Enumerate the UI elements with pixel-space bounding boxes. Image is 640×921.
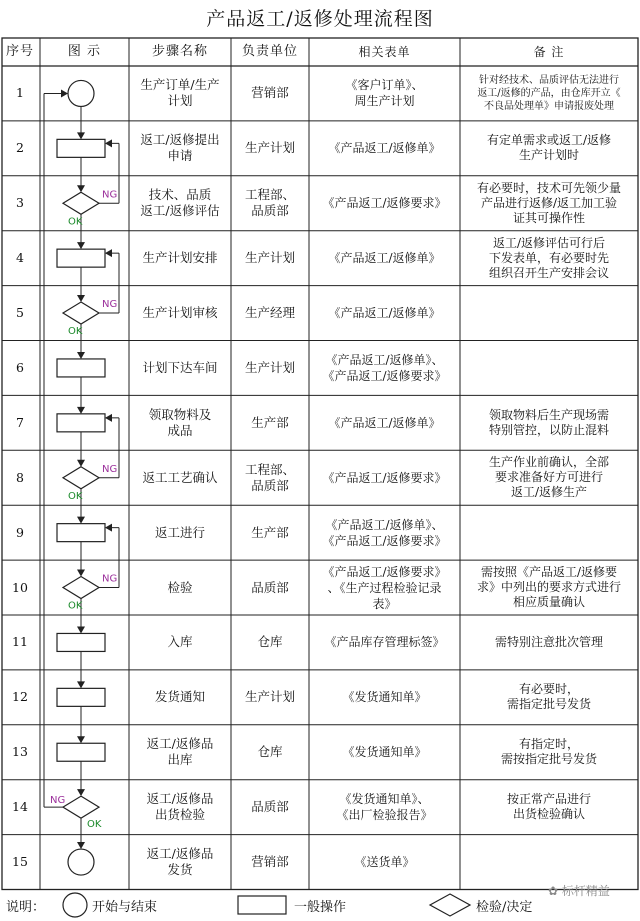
related-forms — [309, 341, 460, 396]
legend-diamond-icon — [430, 894, 470, 916]
header-no: 序号 — [5, 44, 34, 59]
remarks — [460, 780, 638, 835]
responsible-dept — [231, 341, 309, 396]
related-forms — [309, 780, 460, 835]
remarks-line: 按正常产品进行 — [506, 792, 591, 807]
step-name — [129, 176, 231, 231]
step-name — [129, 341, 231, 396]
row-number — [0, 121, 40, 176]
responsible-dept — [231, 450, 309, 505]
legend-circle-text: 开始与结束 — [92, 900, 158, 915]
related-forms-line: 《产品返工/返修单》、 — [325, 517, 444, 532]
responsible-dept — [231, 560, 309, 615]
responsible-dept-line: 生产计划 — [244, 250, 295, 266]
row-number-line: 11 — [12, 634, 28, 650]
row-number — [0, 835, 40, 890]
remarks-line: 需特别注意批次管理 — [494, 634, 603, 649]
related-forms-line: 《产品返工/返修要求》 — [322, 470, 447, 485]
remarks-line: 产品进行返修/返工加工验 — [480, 195, 618, 210]
row-number — [0, 395, 40, 450]
step-name-line: 返工/返修品 — [146, 791, 214, 807]
row-number — [0, 505, 40, 560]
step-name-line: 返工进行 — [154, 524, 205, 540]
remarks-line: 需按照《产品返工/返修要 — [480, 565, 618, 580]
remarks-line: 特别管控，以防止混料 — [488, 422, 609, 437]
remarks-line: 求》中列出的要求方式进行 — [476, 580, 621, 595]
remarks-line: 返工/返修的产品，由仓库开立《 — [477, 87, 621, 99]
remarks-line: 组织召开生产安排会议 — [488, 265, 609, 280]
related-forms — [309, 560, 460, 615]
responsible-dept-line: 生产部 — [251, 414, 289, 430]
remarks-line: 有必要时，技术可先领少量 — [476, 180, 621, 195]
responsible-dept — [231, 725, 309, 780]
remarks-line: 领取物料后生产现场需 — [488, 407, 609, 422]
step-name-line: 返工/返修品 — [146, 736, 214, 752]
remarks-line: 有指定时， — [518, 737, 579, 752]
related-forms-line: 《产品返工/返修单》 — [328, 251, 441, 266]
related-forms-line: 周生产计划 — [354, 94, 415, 109]
step-name-line: 技术、品质 — [148, 187, 212, 203]
responsible-dept — [231, 780, 309, 835]
remarks — [460, 286, 638, 341]
row-number-line: 3 — [16, 195, 24, 211]
related-forms-line: 表》 — [372, 596, 397, 611]
step-name — [129, 286, 231, 341]
related-forms-line: 《出厂检验报告》 — [336, 808, 433, 823]
remarks-line: 需指定批号发货 — [506, 697, 591, 712]
related-forms — [309, 395, 460, 450]
operation-box — [57, 524, 105, 542]
responsible-dept — [231, 395, 309, 450]
step-name-line: 返工/返修评估 — [140, 203, 220, 219]
watermark-icon: ✿ — [548, 884, 559, 898]
responsible-dept-line: 生产经理 — [244, 305, 295, 321]
decision-diamond — [63, 192, 99, 214]
row-number — [0, 670, 40, 725]
responsible-dept — [231, 231, 309, 286]
step-name-line: 出货检验 — [154, 807, 205, 823]
ok-label: OK — [87, 819, 102, 831]
row-number-line: 9 — [16, 524, 24, 540]
operation-box — [57, 743, 105, 761]
remarks — [460, 505, 638, 560]
step-name-line: 计划下达车间 — [142, 359, 218, 375]
responsible-dept-line: 品质部 — [251, 799, 289, 815]
flow-arrow — [77, 352, 85, 359]
responsible-dept-line: 仓库 — [257, 634, 283, 650]
related-forms — [309, 505, 460, 560]
step-name — [129, 670, 231, 725]
row-number — [0, 450, 40, 505]
responsible-dept-line: 生产部 — [251, 524, 289, 540]
step-name-line: 入库 — [167, 634, 193, 650]
step-name-line: 返工工艺确认 — [142, 469, 218, 485]
related-forms-line: 《产品返工/返修要求》 — [322, 564, 447, 579]
remarks-line: 生产作业前确认，全部 — [488, 455, 609, 470]
operation-box — [57, 688, 105, 706]
flow-arrow — [77, 736, 85, 743]
remarks-line: 不良品处理单》申请报废处理 — [484, 100, 614, 112]
flow-arrow — [77, 789, 85, 796]
responsible-dept — [231, 505, 309, 560]
row-number — [0, 725, 40, 780]
step-name — [129, 835, 231, 890]
flow-arrow — [77, 242, 85, 249]
responsible-dept-line: 仓库 — [257, 744, 283, 760]
row-number-line: 1 — [16, 85, 24, 101]
related-forms — [309, 176, 460, 231]
related-forms-line: 《送货单》 — [354, 855, 415, 870]
remarks-line: 生产计划时 — [518, 148, 579, 163]
ng-loop-arrow — [105, 139, 112, 147]
related-forms — [309, 835, 460, 890]
responsible-dept — [231, 286, 309, 341]
related-forms — [309, 725, 460, 780]
related-forms-line: 《发货通知单》 — [342, 745, 427, 760]
legend-circle-icon — [63, 893, 87, 917]
row-number — [0, 66, 40, 121]
remarks — [460, 121, 638, 176]
step-name-line: 发货通知 — [154, 689, 205, 705]
step-name-line: 生产计划安排 — [142, 250, 218, 266]
operation-box — [57, 359, 105, 377]
remarks-line: 返工/返修评估可行后 — [492, 235, 606, 250]
step-name — [129, 450, 231, 505]
related-forms — [309, 231, 460, 286]
flow-arrow — [77, 460, 85, 467]
row-number-line: 8 — [16, 469, 24, 485]
step-name — [129, 121, 231, 176]
remarks — [460, 395, 638, 450]
ng-label: NG — [102, 573, 118, 585]
legend-rect-icon — [238, 896, 286, 914]
flow-arrow — [77, 626, 85, 633]
step-name-line: 计划 — [167, 93, 193, 109]
step-name-line: 返工/返修提出 — [140, 132, 220, 148]
ok-label: OK — [68, 600, 83, 612]
row-number-line: 5 — [16, 305, 24, 321]
ng-label: NG — [102, 189, 118, 201]
ok-label: OK — [68, 216, 83, 228]
responsible-dept — [231, 835, 309, 890]
remarks — [460, 725, 638, 780]
decision-diamond — [63, 577, 99, 599]
row-number — [0, 176, 40, 231]
row-number-line: 7 — [16, 414, 24, 430]
related-forms-line: 《产品返工/返修单》 — [328, 141, 441, 156]
related-forms-line: 、《生产过程检验记录 — [327, 580, 442, 595]
related-forms-line: 《产品返工/返修要求》 — [322, 196, 447, 211]
flow-arrow — [77, 295, 85, 302]
responsible-dept-line: 营销部 — [251, 854, 289, 870]
row-number — [0, 560, 40, 615]
responsible-dept-line: 生产计划 — [244, 140, 295, 156]
ng-label: NG — [102, 299, 118, 311]
row-number — [0, 231, 40, 286]
related-forms-line: 《产品返工/返修要求》 — [322, 368, 447, 383]
flow-arrow — [77, 407, 85, 414]
row-number-line: 10 — [12, 579, 28, 595]
remarks-line: 出货检验确认 — [512, 807, 585, 822]
header-dept: 负责单位 — [241, 44, 298, 59]
related-forms — [309, 286, 460, 341]
responsible-dept — [231, 670, 309, 725]
remarks — [460, 450, 638, 505]
row-number-line: 15 — [12, 854, 28, 870]
remarks — [460, 231, 638, 286]
related-forms — [309, 450, 460, 505]
page-title: 产品返工/返修处理流程图 — [206, 8, 434, 30]
flow-arrow — [77, 132, 85, 139]
row-number-line: 4 — [16, 250, 24, 266]
responsible-dept-line: 品质部 — [251, 477, 289, 493]
related-forms-line: 《产品返工/返修单》 — [328, 415, 441, 430]
row-number-line: 14 — [12, 799, 28, 815]
related-forms-line: 《产品返工/返修要求》 — [322, 533, 447, 548]
responsible-dept — [231, 66, 309, 121]
start-end-circle — [68, 849, 94, 875]
flow-arrow — [77, 185, 85, 192]
flow-arrow — [77, 681, 85, 688]
header-step: 步骤名称 — [151, 44, 208, 59]
ng-label: NG — [50, 795, 66, 807]
ok-label: OK — [68, 326, 83, 338]
remarks — [460, 615, 638, 670]
related-forms-line: 《产品返工/返修单》、 — [325, 352, 444, 367]
flow-arrow — [77, 570, 85, 577]
remarks-line: 针对经技术、品质评估无法进行 — [479, 74, 619, 86]
step-name-line: 发货 — [167, 862, 193, 878]
step-name-line: 生产订单/生产 — [140, 77, 220, 93]
step-name — [129, 66, 231, 121]
operation-box — [57, 139, 105, 157]
decision-diamond — [63, 467, 99, 489]
flow-arrow — [77, 842, 85, 849]
responsible-dept-line: 营销部 — [251, 85, 289, 101]
ok-label: OK — [68, 490, 83, 502]
remarks-line: 相应质量确认 — [512, 595, 585, 610]
step-name — [129, 780, 231, 835]
operation-box — [57, 633, 105, 651]
related-forms-line: 《客户订单》、 — [345, 78, 424, 93]
decision-diamond — [63, 302, 99, 324]
legend-label: 说明： — [6, 900, 46, 915]
responsible-dept — [231, 121, 309, 176]
step-name-line: 领取物料及 — [148, 406, 212, 422]
remarks — [460, 670, 638, 725]
ng-label: NG — [102, 463, 118, 475]
remarks — [460, 341, 638, 396]
remarks-line: 证其可操作性 — [512, 210, 585, 225]
row-number — [0, 341, 40, 396]
responsible-dept-line: 生产计划 — [244, 689, 295, 705]
related-forms — [309, 670, 460, 725]
step-name — [129, 395, 231, 450]
step-name-line: 申请 — [167, 148, 193, 164]
decision-diamond — [63, 796, 99, 818]
header-forms: 相关表单 — [358, 45, 411, 59]
row-number — [0, 286, 40, 341]
step-name — [129, 560, 231, 615]
remarks-line: 需按指定批号发货 — [500, 752, 597, 767]
remarks-line: 要求准备好方可进行 — [494, 470, 603, 485]
operation-box — [57, 249, 105, 267]
flow-arrow — [77, 517, 85, 524]
related-forms — [309, 121, 460, 176]
row-number-line: 6 — [16, 359, 24, 375]
related-forms-line: 《发货通知单》 — [342, 690, 427, 705]
remarks-line: 有必要时， — [518, 682, 579, 697]
row-number-line: 12 — [12, 689, 28, 705]
operation-box — [57, 414, 105, 432]
responsible-dept-line: 品质部 — [251, 203, 289, 219]
responsible-dept-line: 工程部、 — [244, 187, 295, 203]
row-number-line: 2 — [16, 140, 24, 156]
related-forms — [309, 66, 460, 121]
remarks — [460, 66, 638, 121]
step-name-line: 返工/返修品 — [146, 846, 214, 862]
remarks-line: 返工/返修生产 — [510, 485, 588, 500]
related-forms-line: 《产品库存管理标签》 — [324, 635, 445, 650]
row-number — [0, 615, 40, 670]
related-forms-line: 《产品返工/返修单》 — [328, 306, 441, 321]
watermark — [548, 882, 610, 899]
remarks-line: 有定单需求或返工/返修 — [486, 133, 612, 148]
remarks — [460, 560, 638, 615]
step-name-line: 成品 — [167, 422, 193, 438]
ng-loop-arrow — [105, 249, 112, 257]
watermark-text: 标杆精益 — [561, 884, 610, 898]
remarks — [460, 176, 638, 231]
step-name-line: 检验 — [167, 579, 193, 595]
legend-rect-text: 一般操作 — [294, 900, 347, 915]
header-figure: 图 示 — [67, 44, 102, 59]
row-number — [0, 780, 40, 835]
responsible-dept-line: 工程部、 — [244, 461, 295, 477]
responsible-dept-line: 品质部 — [251, 579, 289, 595]
responsible-dept-line: 生产计划 — [244, 359, 295, 375]
step-name-line: 出库 — [167, 752, 193, 768]
ng-loop-arrow — [105, 524, 112, 532]
ng-loop-arrow — [61, 89, 68, 97]
step-name — [129, 615, 231, 670]
header-notes: 备 注 — [533, 44, 565, 59]
ng-loop-arrow — [105, 414, 112, 422]
remarks-line: 下发表单，有必要时先 — [488, 250, 609, 265]
responsible-dept — [231, 176, 309, 231]
step-name-line: 生产计划审核 — [142, 305, 218, 321]
row-number-line: 13 — [12, 744, 28, 760]
legend-diamond-text: 检验/决定 — [476, 900, 533, 915]
step-name — [129, 505, 231, 560]
step-name — [129, 725, 231, 780]
related-forms — [309, 615, 460, 670]
start-end-circle — [68, 80, 94, 106]
responsible-dept — [231, 615, 309, 670]
related-forms-line: 《发货通知单》、 — [339, 792, 430, 807]
step-name — [129, 231, 231, 286]
